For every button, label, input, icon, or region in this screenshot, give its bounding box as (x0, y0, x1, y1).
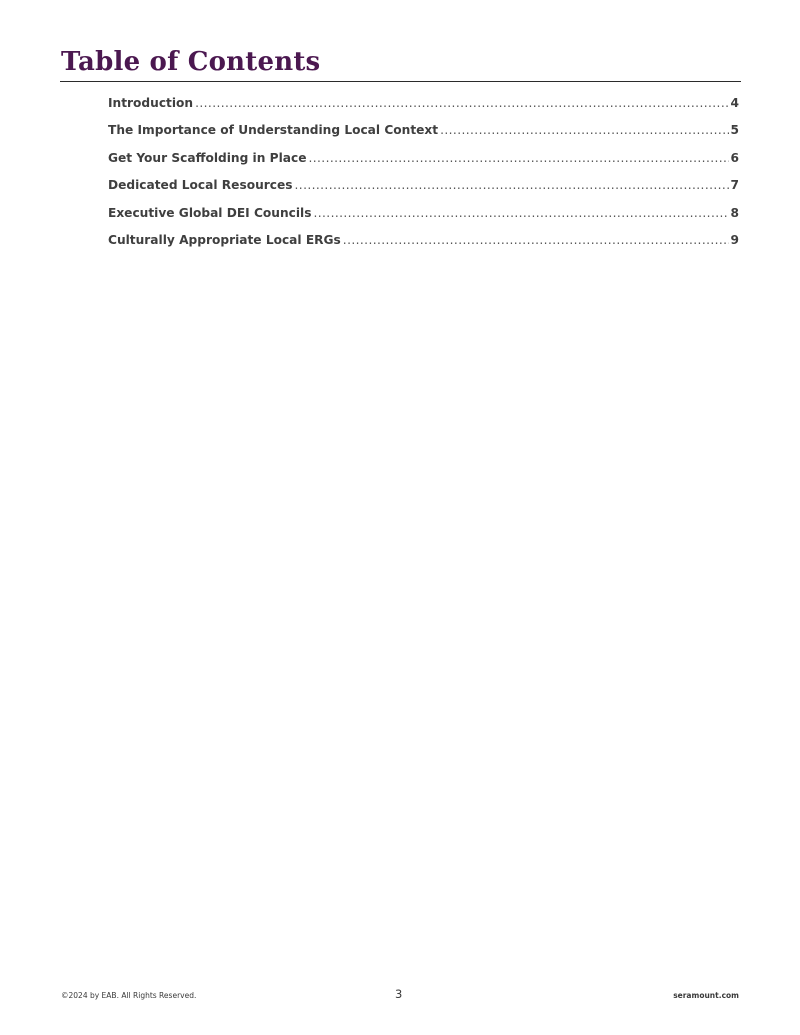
toc-entry-label: Culturally Appropriate Local ERGs (108, 232, 341, 247)
footer-copyright: ©2024 by EAB. All Rights Reserved. (61, 991, 197, 1000)
toc-entry-local-context[interactable] (108, 120, 739, 147)
toc-entry-page: 7 (730, 178, 739, 193)
toc-dot-leader (308, 148, 728, 168)
toc-entry-label: Get Your Scaffolding in Place (108, 150, 307, 165)
toc-entry-local-resources[interactable] (108, 175, 739, 202)
table-of-contents (108, 93, 739, 257)
toc-entry-label: Dedicated Local Resources (108, 178, 293, 193)
toc-entry-label: Introduction (108, 96, 194, 110)
toc-entry-page: 4 (730, 96, 739, 110)
footer-website: seramount.com (673, 991, 739, 1000)
toc-entry-local-ergs[interactable] (108, 230, 739, 257)
title-divider (60, 81, 741, 82)
footer-page-number: 3 (395, 987, 403, 1001)
toc-dot-leader (440, 120, 728, 140)
toc-entry-page: 6 (730, 150, 739, 165)
toc-entry-page: 8 (730, 205, 739, 220)
toc-entry-introduction[interactable] (108, 93, 739, 120)
toc-dot-leader (343, 230, 729, 250)
toc-dot-leader (295, 175, 729, 195)
toc-dot-leader (195, 93, 728, 113)
page-title: Table of Contents (61, 47, 321, 77)
toc-dot-leader (313, 203, 728, 223)
toc-entry-scaffolding[interactable] (108, 148, 739, 175)
toc-entry-page: 9 (730, 232, 739, 247)
toc-entry-label: Executive Global DEI Councils (108, 205, 312, 220)
toc-entry-page: 5 (730, 123, 739, 138)
toc-entry-dei-councils[interactable] (108, 203, 739, 230)
toc-entry-label: The Importance of Understanding Local Context (108, 123, 439, 138)
